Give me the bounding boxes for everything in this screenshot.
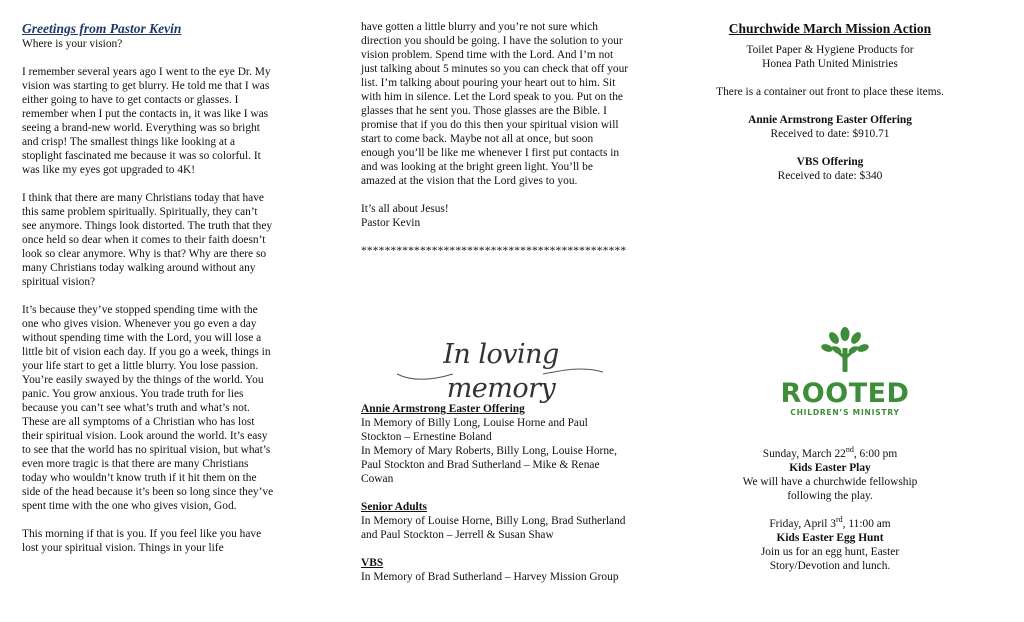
events-list <box>700 447 960 573</box>
announcements-column <box>700 20 960 183</box>
memorials-list <box>361 402 629 584</box>
mission-action-heading: Churchwide March Mission Action <box>728 21 932 36</box>
event-description: Join us for an egg hunt, Easter <box>760 546 900 558</box>
event-title: Kids Easter Egg Hunt <box>776 532 884 544</box>
offering-received-vbs: Received to date: $340 <box>777 170 883 182</box>
signature-line: Pastor Kevin <box>361 217 421 229</box>
memorial-entry: In Memory of Brad Sutherland – Harvey Mission Group <box>361 571 619 583</box>
tree-icon <box>819 326 871 374</box>
memorial-heading: Annie Armstrong Easter Offering <box>361 403 525 415</box>
event-date: Sunday, March 22nd, 6:00 pm <box>762 445 898 460</box>
letter-paragraph-4: This morning if that is you. If you feel like you have lost your spiritual vision. Things in your life <box>22 528 262 554</box>
letter-paragraph-3: It’s because they’ve stopped spending time with the one who gives vision. Whenever you go even a day without spending time with the Lord, you will lose a little bit of vision each day. If you go a week, things in your life start to get a little blurry. You lose passion. You’re easily swayed by the things of the world. You panic. You grow anxious. You trade truth for lies because you can’t see what’s truth and what’s not. These are all symptoms of a Christian who has lost their spiritual vision. Look around the world. It’s easy to see that the world has no spiritual vision, but what’s even more tragic is that there are many Christians today who wouldn’t know truth if it hit them on the side of the head because it’s been so long since they’ve spent time with the one who gives vision, God. <box>22 304 274 512</box>
event-title: Kids Easter Play <box>789 462 871 474</box>
star-divider: ********************************************* <box>361 245 627 257</box>
container-note: There is a container out front to place these items. <box>716 86 944 98</box>
memorial-entry: In Memory of Billy Long, Louise Horne and Paul Stockton – Ernestine Boland <box>361 417 588 443</box>
letter-continuation: have gotten a little blurry and you’re not sure which direction you should be going. I have the solution to your vision problem. Spend time with the Lord. And I’m not just talking about 5 minutes so you can check that off your list. I’m talking about pouring your heart out to him. Sit with him in silence. Let the Lord speak to you. Put on the glasses that he sent you. Those glasses are the Bible. I promise that if you do this then your spiritual vision will start to come back. Maybe not all at once, but soon enough you’ll be like me whenever I first put contacts in and was looking at the bright green light. You’ll be amazed at the vision that the Lord gives to you. <box>361 21 629 187</box>
memorial-heading: Senior Adults <box>361 501 427 513</box>
closing-line: It’s all about Jesus! <box>361 203 449 215</box>
pastor-letter-column <box>22 20 274 555</box>
event-date: Friday, April 3rd, 11:00 am <box>769 515 891 530</box>
letter-paragraph-1: I remember several years ago I went to the eye Dr. My vision was starting to get blurry. He told me that I was either going to have to get contacts or glasses. I remember when I put the contacts in, it was like I was seeing a brand-new world. Everything was so bright and crisp! The smallest things like looking at a stoplight fascinated me because it was so colorful. It was like my eyes got upgraded to 4K! <box>22 66 271 176</box>
mission-line-1: Toilet Paper & Hygiene Products for <box>746 44 914 56</box>
logo-subtitle: CHILDREN’S MINISTRY <box>790 408 900 417</box>
vision-question: Where is your vision? <box>22 38 123 50</box>
event-description: Story/Devotion and lunch. <box>769 560 891 572</box>
memorial-entry: In Memory of Mary Roberts, Billy Long, Louise Horne, Paul Stockton and Brad Sutherland – Mike & Renae Cowan <box>361 445 617 485</box>
logo-wordmark: ROOTED <box>780 378 910 409</box>
letter-paragraph-2: I think that there are many Christians today that have this same problem spiritually. Spiritually, they can’t see anymore. Things look distorted. The truth that they once held so dear when it comes to their faith doesn’t look so clear anymore. Why is that? Why are there so many Christians today walking around without any spiritual vision? <box>22 192 273 288</box>
greeting-heading: Greetings from Pastor Kevin <box>22 21 182 36</box>
event-description: following the play. <box>787 490 873 502</box>
offering-received-annie: Received to date: $910.71 <box>770 128 890 140</box>
event-description: We will have a churchwide fellowship <box>742 476 918 488</box>
mission-line-2: Honea Path United Ministries <box>762 58 898 70</box>
rooted-logo <box>780 326 910 418</box>
memorial-heading: VBS <box>361 557 384 569</box>
in-loving-memory-title: In loving memory <box>443 339 559 404</box>
offering-title-annie: Annie Armstrong Easter Offering <box>748 114 912 126</box>
offering-title-vbs: VBS Offering <box>796 156 864 168</box>
letter-continuation-column <box>361 20 629 258</box>
memorial-entry: In Memory of Louise Horne, Billy Long, Brad Sutherland and Paul Stockton – Jerrell & Susan Shaw <box>361 515 626 541</box>
